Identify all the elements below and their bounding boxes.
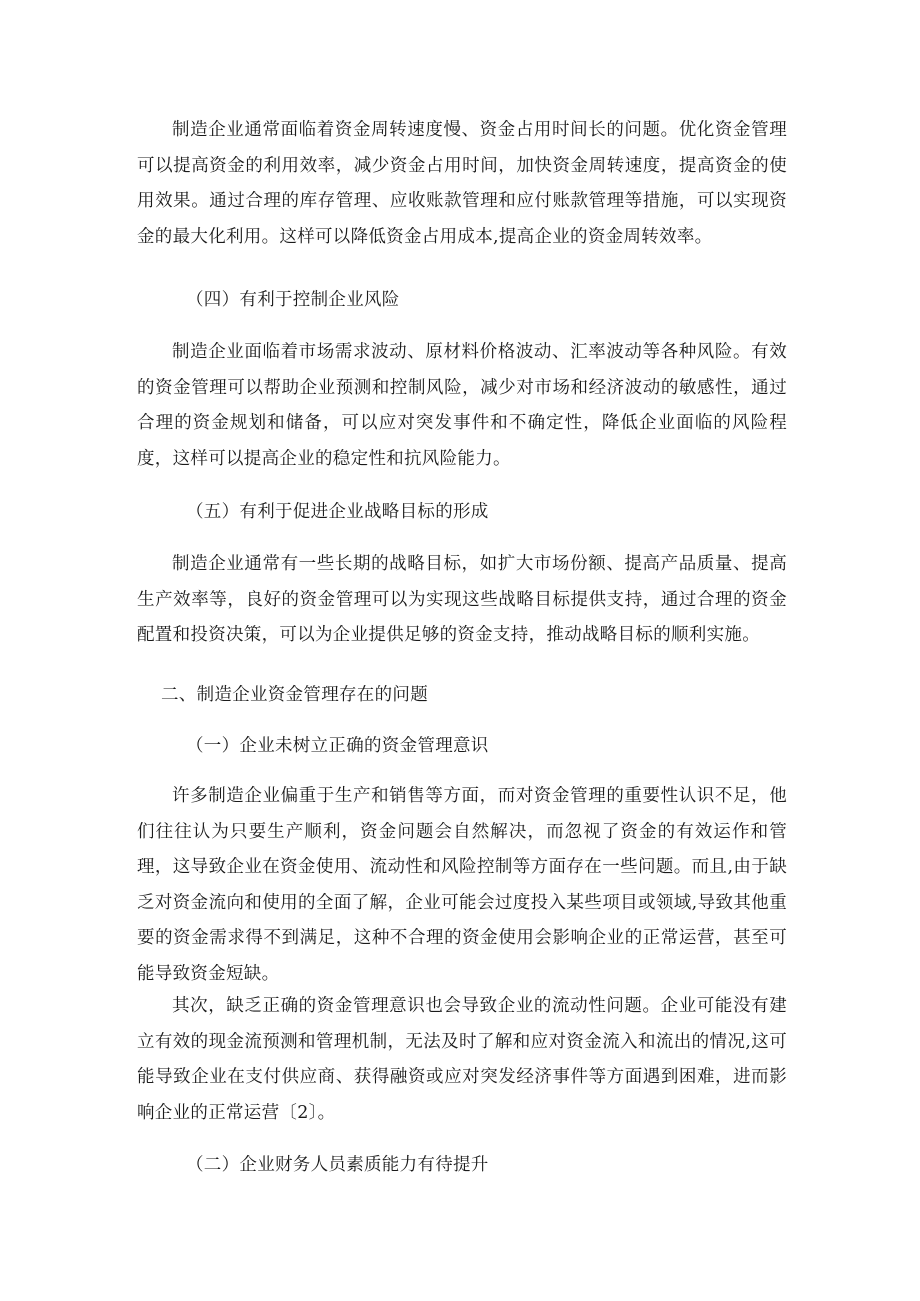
paragraph-strategic-goals: 制造企业通常有一些长期的战略目标，如扩大市场份额、提高产品质量、提高生产效率等，良好的资金管理可以为实现这些战略目标提供支持，通过合理的资金配置和投资决策，可以为企业提供足够的资金支持，推动战略目标的顺利实施。 xyxy=(137,554,787,645)
paragraph-fund-turnover: 制造企业通常面临着资金周转速度慢、资金占用时间长的问题。优化资金管理可以提高资金的利用效率，减少资金占用时间，加快资金周转速度，提高资金的使用效果。通过合理的库存管理、应收账款管理和应付账款管理等措施，可以实现资金的最大化利用。这样可以降低资金占用成本,提高企业的资金周转效率。 xyxy=(137,120,787,247)
paragraph-management-awareness: 许多制造企业偏重于生产和销售等方面，而对资金管理的重要性认识不足，他们往往认为只要生产顺利，资金问题会自然解决，而忽视了资金的有效运作和管理，这导致企业在资金使用、流动性和风险控制等方面存在一些问题。而且,由于缺乏对资金流向和使用的全面了解，企业可能会过度投入某些项目或领域,导致其他重要的资金需求得不到满足，这种不合理的资金使用会影响企业的正常运营，甚至可能导致资金短缺。 xyxy=(137,786,787,984)
heading-strategic-goals: （五）有利于促进企业战略目标的形成 xyxy=(186,502,489,522)
heading-risk-control: （四）有利于控制企业风险 xyxy=(186,290,400,310)
heading-management-awareness: （一）企业未树立正确的资金管理意识 xyxy=(186,736,489,756)
paragraph-risk-control: 制造企业面临着市场需求波动、原材料价格波动、汇率波动等各种风险。有效的资金管理可以帮助企业预测和控制风险，减少对市场和经济波动的敏感性，通过合理的资金规划和储备，可以应对突发事件和不确定性，降低企业面临的风险程度，这样可以提高企业的稳定性和抗风险能力。 xyxy=(137,342,787,469)
paragraph-liquidity-problems: 其次，缺乏正确的资金管理意识也会导致企业的流动性问题。企业可能没有建立有效的现金流预测和管理机制，无法及时了解和应对资金流入和流出的情况,这可能导致企业在支付供应商、获得融资或应对突发经济事件等方面遇到困难，进而影响企业的正常运营〔2〕。 xyxy=(137,996,787,1123)
section-heading-problems: 二、制造企业资金管理存在的问题 xyxy=(161,685,428,705)
heading-staff-competence: （二）企业财务人员素质能力有待提升 xyxy=(186,1155,489,1175)
